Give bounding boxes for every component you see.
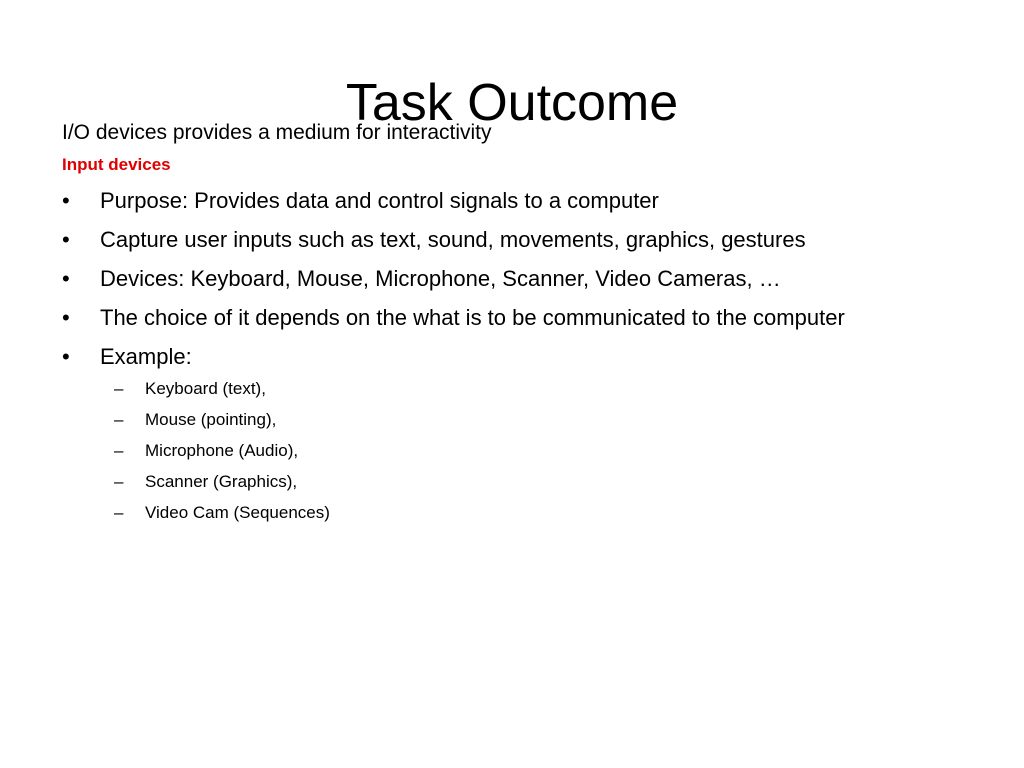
slide-title: Task Outcome [345,73,679,132]
bullet-text: Purpose: Provides data and control signals to a computer [100,188,659,213]
bullet-text: The choice of it depends on the what is to be communicated to the computer [100,305,845,330]
bullet-text: Example: [100,344,192,369]
bullet-text: Capture user inputs such as text, sound, movements, graphics, gestures [100,227,806,252]
bullet-list [62,186,1002,381]
sub-bullet-text: Scanner (Graphics), [145,472,298,491]
sub-bullet-text: Mouse (pointing), [145,410,277,429]
bullet-marker: • [62,227,70,252]
section-subheading: Input devices [62,155,171,174]
sub-bullet-marker: – [114,441,124,460]
sub-bullet-marker: – [114,379,124,398]
bullet-marker: • [62,266,70,291]
bullet-item [62,342,1002,381]
bullet-item [62,186,1002,225]
sub-bullet-marker: – [114,503,124,522]
sub-bullet-text: Video Cam (Sequences) [145,503,330,522]
bullet-marker: • [62,188,70,213]
bullet-item [62,225,1002,264]
bullet-item [62,264,1002,303]
bullet-marker: • [62,305,70,330]
bullet-marker: • [62,344,70,369]
sub-bullet-text: Keyboard (text), [145,379,266,398]
sub-bullet-text: Microphone (Audio), [145,441,299,460]
sub-bullet-marker: – [114,472,124,491]
bullet-item [62,303,1002,342]
intro-text: I/O devices provides a medium for interactivity [62,121,492,144]
bullet-text: Devices: Keyboard, Mouse, Microphone, Scanner, Video Cameras, … [100,266,781,291]
sub-bullet-marker: – [114,410,124,429]
